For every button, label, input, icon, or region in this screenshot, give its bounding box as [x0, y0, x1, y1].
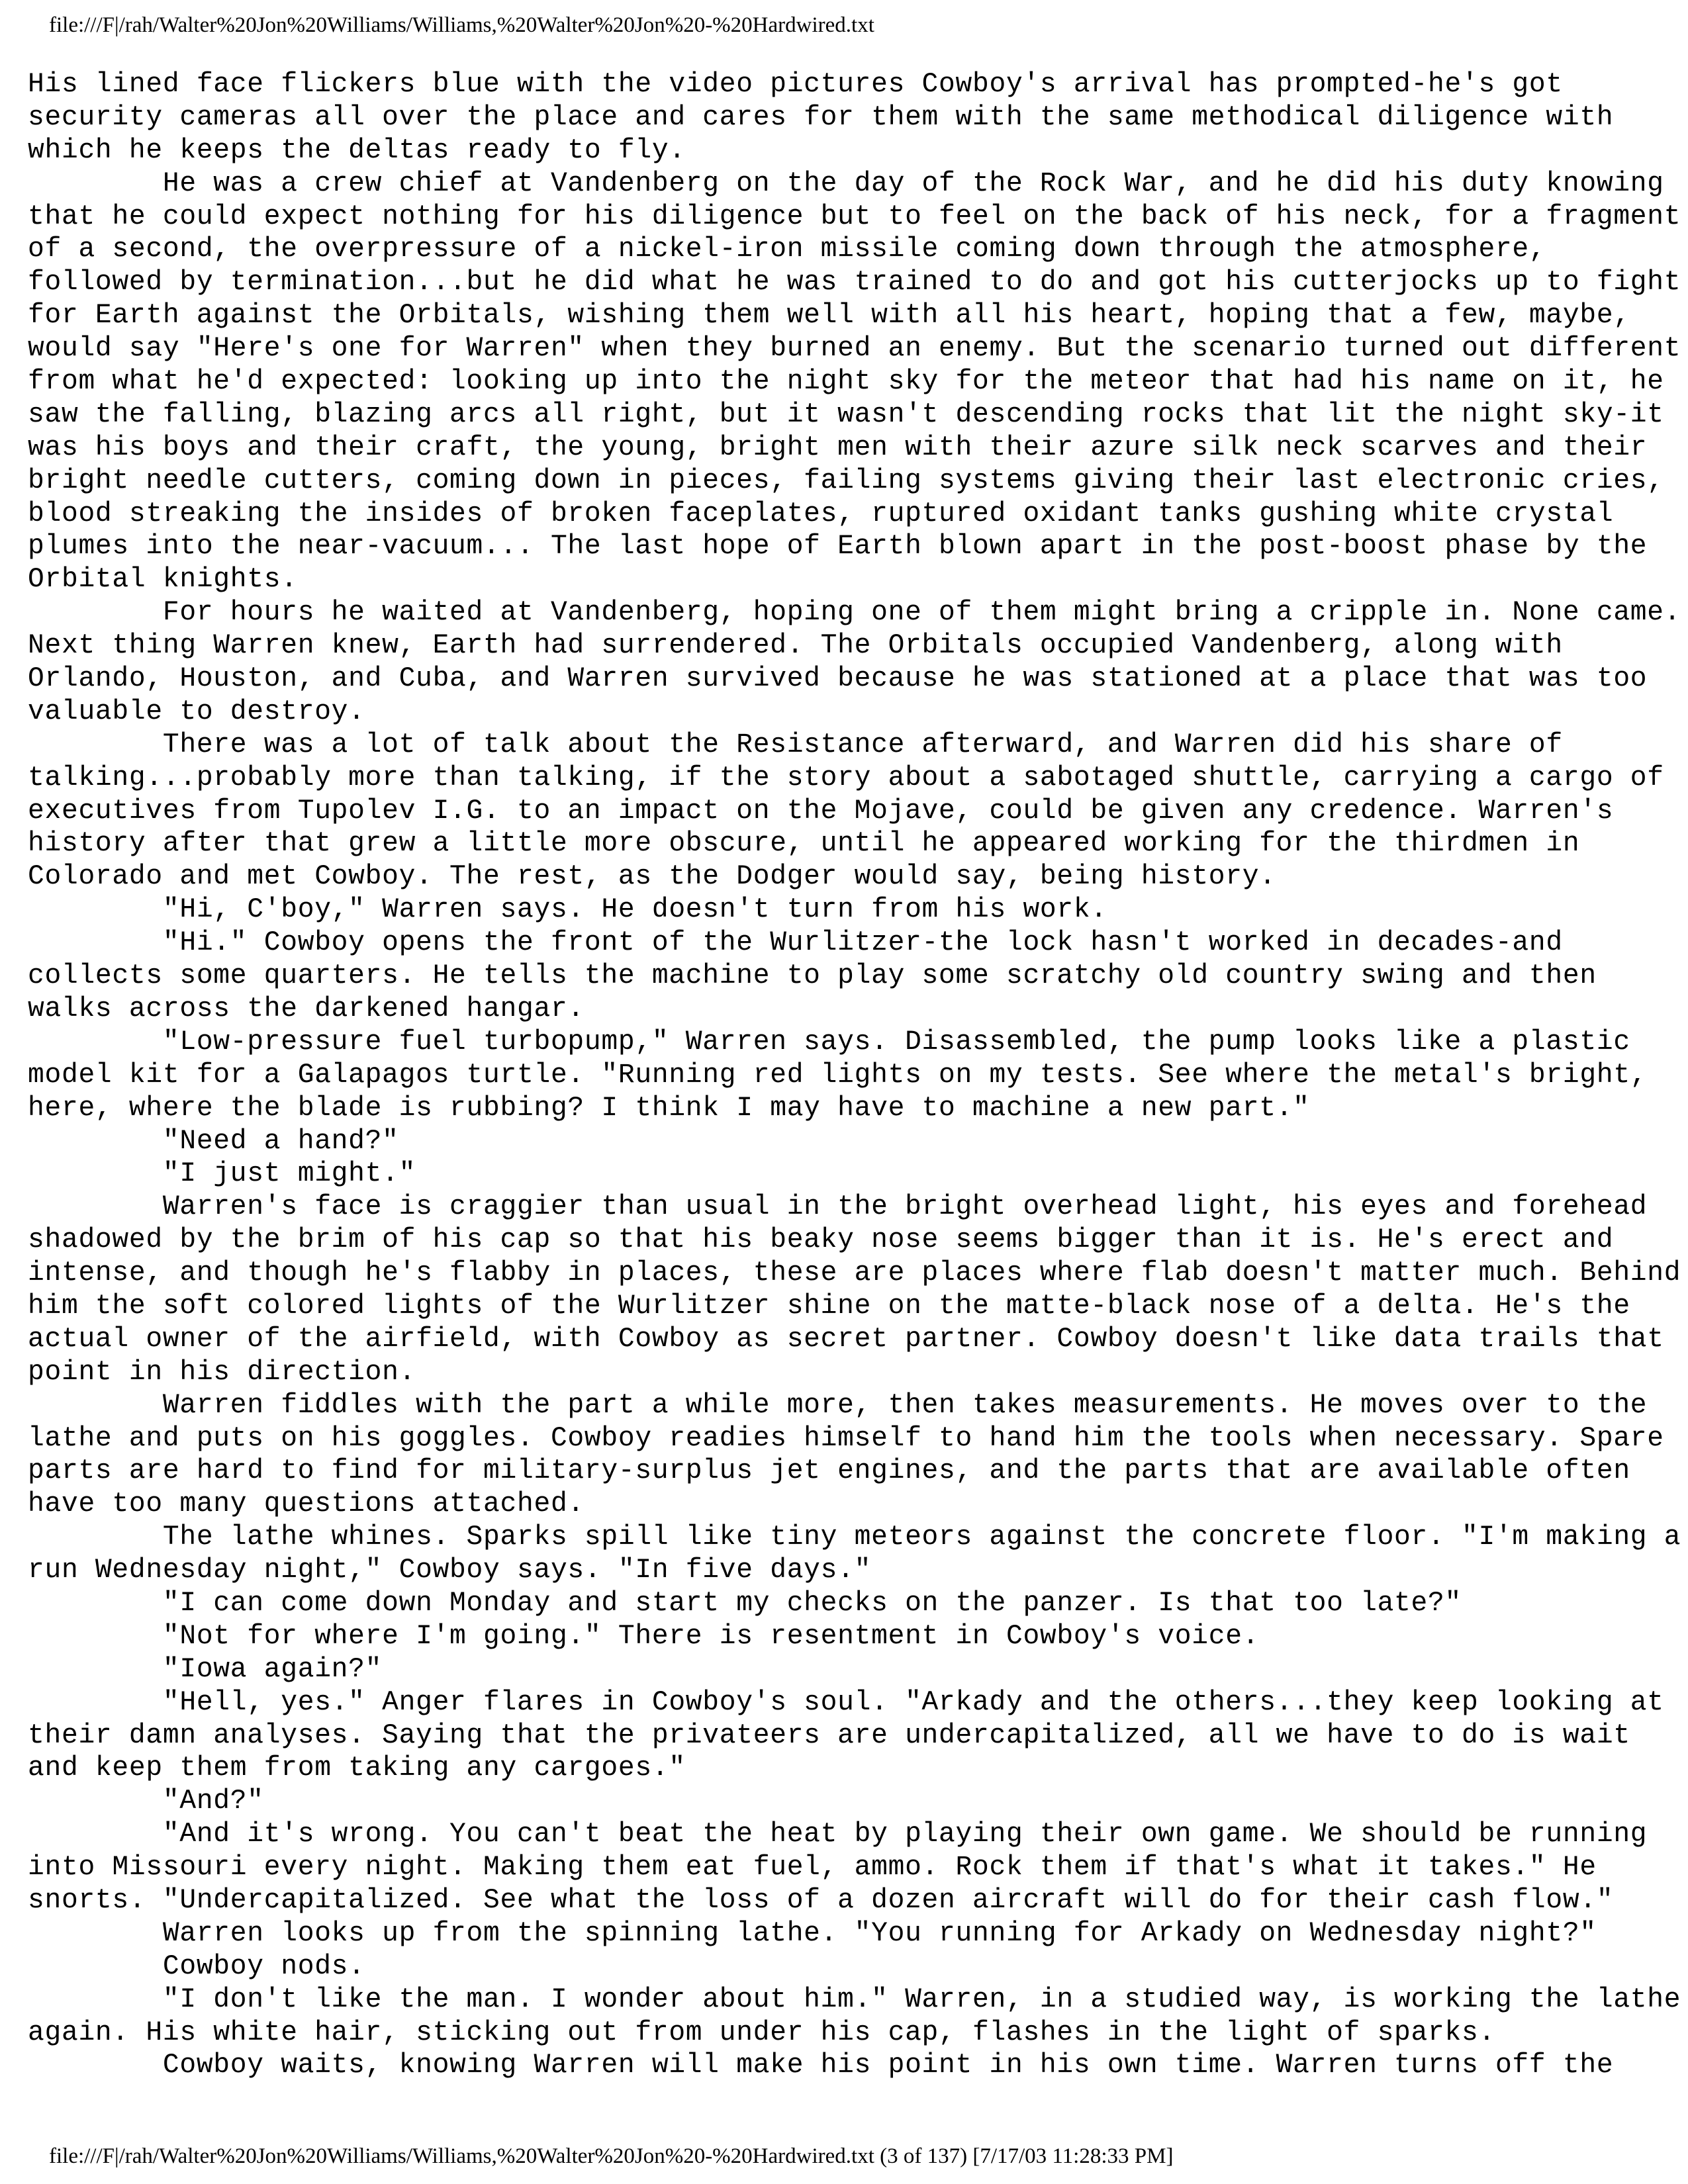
text-line: Orlando, Houston, and Cuba, and Warren survived because he was stationed at a place that was too — [28, 664, 1648, 695]
text-line: "Not for where I'm going." There is resentment in Cowboy's voice. — [28, 1621, 1260, 1652]
text-line: Warren fiddles with the part a while more, then takes measurements. He moves over to the — [28, 1390, 1648, 1421]
text-line: Warren's face is craggier than usual in the bright overhead light, his eyes and forehead — [28, 1192, 1648, 1223]
text-line: His lined face flickers blue with the video pictures Cowboy's arrival has prompted-he's got — [28, 69, 1563, 100]
text-line: executives from Tupolev I.G. to an impact on the Mojave, could be given any credence. Warren's — [28, 796, 1614, 827]
text-line: history after that grew a little more obscure, until he appeared working for the thirdmen in — [28, 829, 1580, 860]
text-line: followed by termination...but he did what he was trained to do and got his cutterjocks up to fight — [28, 267, 1681, 298]
text-line: point in his direction. — [28, 1357, 416, 1388]
text-line: "Low-pressure fuel turbopump," Warren says. Disassembled, the pump looks like a plastic — [28, 1026, 1630, 1058]
text-line: "I can come down Monday and start my checks on the panzer. Is that too late?" — [28, 1588, 1462, 1619]
text-line: and keep them from taking any cargoes." — [28, 1753, 686, 1784]
text-line: walks across the darkened hangar. — [28, 993, 585, 1024]
text-line: which he keeps the deltas ready to fly. — [28, 135, 686, 166]
text-line: Next thing Warren knew, Earth had surrendered. The Orbitals occupied Vandenberg, along with — [28, 631, 1563, 662]
document-body — [28, 69, 1681, 2083]
text-line: security cameras all over the place and cares for them with the same methodical diligence with — [28, 102, 1614, 133]
text-line: There was a lot of talk about the Resistance afterward, and Warren did his share of — [28, 729, 1563, 760]
text-line: intense, and though he's flabby in places, these are places where flab doesn't matter much. Behind — [28, 1258, 1681, 1289]
text-line: of a second, the overpressure of a nickel-iron missile coming down through the atmosphere, — [28, 234, 1546, 265]
text-line: actual owner of the airfield, with Cowboy as secret partner. Cowboy doesn't like data trails that — [28, 1324, 1664, 1355]
text-line: "And?" — [28, 1786, 264, 1817]
text-line: Colorado and met Cowboy. The rest, as the Dodger would say, being history. — [28, 862, 1276, 893]
text-line: their damn analyses. Saying that the privateers are undercapitalized, all we have to do is wait — [28, 1720, 1630, 1751]
text-line: "I don't like the man. I wonder about him." Warren, in a studied way, is working the lathe — [28, 1984, 1681, 2015]
text-line: For hours he waited at Vandenberg, hoping one of them might bring a cripple in. None came. — [28, 598, 1681, 629]
text-line: valuable to destroy. — [28, 696, 365, 727]
text-line: for Earth against the Orbitals, wishing them well with all his heart, hoping that a few, maybe, — [28, 300, 1630, 332]
text-line: He was a crew chief at Vandenberg on the day of the Rock War, and he did his duty knowing — [28, 168, 1664, 199]
text-line: talking...probably more than talking, if the story about a sabotaged shuttle, carrying a cargo of — [28, 762, 1664, 794]
text-line: "And it's wrong. You can't beat the heat by playing their own game. We should be running — [28, 1819, 1648, 1850]
text-line: from what he'd expected: looking up into the night sky for the meteor that had his name on it, he — [28, 367, 1664, 398]
text-line: The lathe whines. Sparks spill like tiny meteors against the concrete floor. "I'm making a — [28, 1522, 1681, 1553]
text-line: again. His white hair, sticking out from under his cap, flashes in the light of sparks. — [28, 2017, 1495, 2048]
text-line: Warren looks up from the spinning lathe. "You running for Arkady on Wednesday night?" — [28, 1918, 1597, 1949]
text-line: "Hi." Cowboy opens the front of the Wurlitzer-the lock hasn't worked in decades-and — [28, 928, 1563, 959]
text-line: plumes into the near-vacuum... The last hope of Earth blown apart in the post-boost phase by the — [28, 531, 1648, 563]
text-line: "Iowa again?" — [28, 1654, 383, 1685]
text-line: into Missouri every night. Making them eat fuel, ammo. Rock them if that's what it takes." He — [28, 1852, 1597, 1884]
file-path-header: file:///F|/rah/Walter%20Jon%20Williams/Williams,%20Walter%20Jon%20-%20Hardwired.txt — [49, 13, 874, 37]
text-line: Cowboy waits, knowing Warren will make his point in his own time. Warren turns off the — [28, 2050, 1614, 2081]
text-line: "Hell, yes." Anger flares in Cowboy's soul. "Arkady and the others...they keep looking at — [28, 1687, 1664, 1718]
text-line: have too many questions attached. — [28, 1489, 585, 1520]
text-line: shadowed by the brim of his cap so that his beaky nose seems bigger than it is. He's erect and — [28, 1225, 1614, 1256]
text-line: collects some quarters. He tells the machine to play some scratchy old country swing and then — [28, 961, 1597, 992]
text-line: lathe and puts on his goggles. Cowboy readies himself to hand him the tools when necessary. Spare — [28, 1423, 1664, 1454]
text-line: run Wednesday night," Cowboy says. "In five days." — [28, 1555, 872, 1586]
text-line: here, where the blade is rubbing? I think I may have to machine a new part." — [28, 1093, 1310, 1124]
text-line: model kit for a Galapagos turtle. "Running red lights on my tests. See where the metal's bright, — [28, 1060, 1648, 1091]
text-line: blood streaking the insides of broken faceplates, ruptured oxidant tanks gushing white crystal — [28, 498, 1614, 529]
text-line: "I just might." — [28, 1159, 416, 1190]
text-line: "Need a hand?" — [28, 1126, 399, 1157]
text-line: bright needle cutters, coming down in pieces, failing systems giving their last electronic cries, — [28, 465, 1664, 496]
file-path-footer: file:///F|/rah/Walter%20Jon%20Williams/Williams,%20Walter%20Jon%20-%20Hardwired.txt (3 of 137) [7/17/03 11:28:33 PM] — [49, 2144, 1174, 2168]
text-line: "Hi, C'boy," Warren says. He doesn't turn from his work. — [28, 895, 1107, 926]
text-line: saw the falling, blazing arcs all right, but it wasn't descending rocks that lit the night sky-it — [28, 399, 1664, 430]
text-line: that he could expect nothing for his diligence but to feel on the back of his neck, for a fragment — [28, 201, 1681, 232]
text-line: parts are hard to find for military-surplus jet engines, and the parts that are available often — [28, 1456, 1630, 1487]
text-line: Cowboy nods. — [28, 1951, 365, 1982]
text-line: him the soft colored lights of the Wurlitzer shine on the matte-black nose of a delta. He's the — [28, 1291, 1630, 1322]
text-line: Orbital knights. — [28, 565, 298, 596]
text-line: snorts. "Undercapitalized. See what the loss of a dozen aircraft will do for their cash flow." — [28, 1885, 1614, 1916]
text-line: would say "Here's one for Warren" when they burned an enemy. But the scenario turned out different — [28, 334, 1681, 365]
text-line: was his boys and their craft, the young, bright men with their azure silk neck scarves and their — [28, 432, 1648, 463]
